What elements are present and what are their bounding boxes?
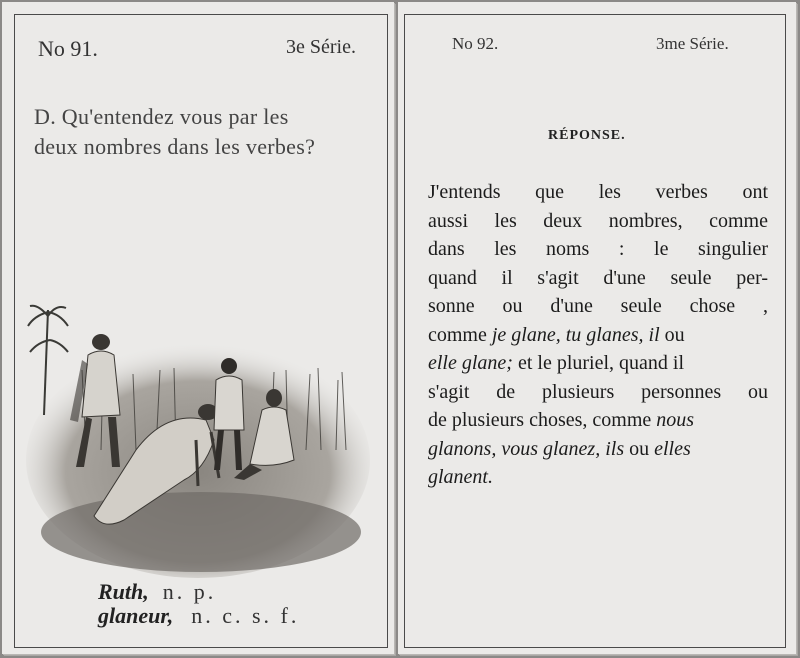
answer-line bbox=[428, 321, 768, 350]
answer-fragment: ou bbox=[624, 437, 655, 460]
answer-fragment: et le pluriel, quand il bbox=[512, 352, 685, 374]
answer-line: glanent. bbox=[428, 466, 493, 488]
answer-line bbox=[428, 435, 768, 464]
answer-line bbox=[428, 349, 768, 378]
question-line: deux nombres dans les verbes? bbox=[34, 134, 316, 159]
answer-text bbox=[428, 178, 768, 492]
card-number: No 92. bbox=[452, 34, 499, 53]
caption-row bbox=[98, 604, 388, 628]
answer-example: elles bbox=[654, 437, 691, 460]
caption-word: glaneur, bbox=[98, 603, 174, 628]
caption-row bbox=[98, 580, 388, 604]
answer-line: sonne ou d'une seule chose , bbox=[428, 295, 768, 317]
card-number: No 91. bbox=[38, 36, 98, 61]
answer-fragment: comme bbox=[428, 323, 492, 346]
answer-example: glanons, vous glanez, ils bbox=[428, 437, 625, 460]
answer-heading: RÉPONSE. bbox=[548, 128, 626, 143]
caption-abbreviation: n. c. s. f. bbox=[191, 603, 300, 628]
question-text bbox=[34, 102, 386, 162]
answer-fragment: de plusieurs choses, comme bbox=[428, 409, 657, 431]
answer-line: dans les noms : le singulier bbox=[428, 238, 768, 260]
answer-line: aussi les deux nombres, comme bbox=[428, 209, 768, 232]
answer-line: s'agit de plusieurs personnes ou bbox=[428, 380, 768, 403]
series-label: 3e Série. bbox=[286, 36, 356, 58]
answer-line: quand il s'agit d'une seule per- bbox=[428, 266, 768, 289]
answer-line: J'entends que les verbes ont bbox=[428, 181, 768, 203]
caption-word: Ruth, bbox=[98, 579, 149, 604]
question-line: D. Qu'entendez vous par les bbox=[34, 104, 289, 129]
gleaning-illustration bbox=[26, 300, 371, 582]
answer-example: nous bbox=[656, 409, 695, 431]
answer-fragment: ou bbox=[659, 323, 685, 346]
answer-example: je glane, tu glanes, il bbox=[491, 323, 660, 346]
answer-example: elle glane; bbox=[428, 352, 513, 374]
caption-abbreviation: n. p. bbox=[162, 579, 217, 604]
answer-line bbox=[428, 406, 768, 435]
illustration-caption bbox=[98, 580, 388, 628]
series-label: 3me Série. bbox=[656, 34, 729, 53]
